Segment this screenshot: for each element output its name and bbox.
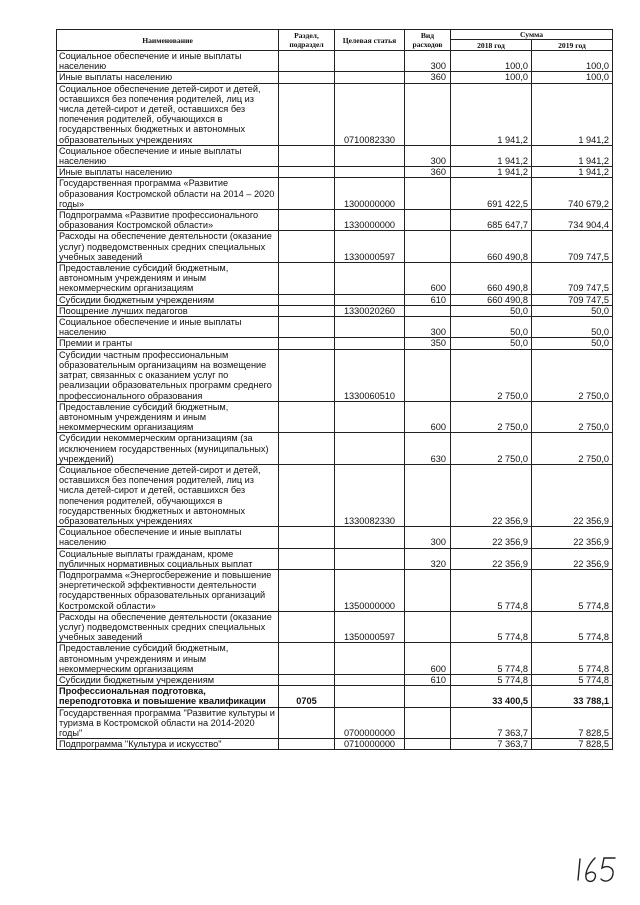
cell-name: Социальное обеспечение и иные выплаты населению: [57, 527, 279, 548]
header-section: Раздел, подраздел: [279, 30, 335, 51]
table-row: [57, 611, 613, 643]
cell-y2018: 50,0: [451, 338, 532, 349]
cell-target: [335, 686, 405, 707]
cell-section: [279, 548, 335, 569]
cell-section: [279, 464, 335, 526]
cell-name: Расходы на обеспечение деятельности (оказание услуг) подведомственных средних специальных учебных заведений: [57, 611, 279, 643]
cell-y2019: 734 904,4: [532, 210, 613, 231]
cell-section: [279, 643, 335, 675]
cell-name: Премии и гранты: [57, 338, 279, 349]
table-row: [57, 739, 613, 750]
cell-section: [279, 674, 335, 685]
cell-y2019: 1 941,2: [532, 83, 613, 145]
cell-target: 1330000000: [335, 210, 405, 231]
table-row: [57, 349, 613, 401]
cell-exp: [405, 611, 451, 643]
cell-y2019: 709 747,5: [532, 294, 613, 305]
cell-y2019: 740 679,2: [532, 178, 613, 210]
cell-y2018: 691 422,5: [451, 178, 532, 210]
cell-name: Социальное обеспечение детей-сирот и детей, оставшихся без попечения родителей, лиц из числа детей-сирот и детей, оставшихся без попечения родителей, обучающихся в государственных бюджетных и автономных образовательных учреждениях: [57, 83, 279, 145]
cell-target: 0710000000: [335, 739, 405, 750]
table-row: [57, 145, 613, 166]
cell-y2018: 33 400,5: [451, 686, 532, 707]
cell-name: Подпрограмма «Развитие профессионального образования Костромской области»: [57, 210, 279, 231]
header-2019: 2019 год: [532, 40, 613, 51]
cell-exp: [405, 707, 451, 739]
cell-y2018: 1 941,2: [451, 83, 532, 145]
cell-exp: [405, 178, 451, 210]
cell-section: [279, 231, 335, 263]
cell-exp: 300: [405, 145, 451, 166]
cell-name: Предоставление субсидий бюджетным, автономным учреждениям и иным некоммерческим организациям: [57, 263, 279, 295]
cell-y2018: 5 774,8: [451, 643, 532, 675]
cell-y2019: 2 750,0: [532, 349, 613, 401]
cell-section: [279, 294, 335, 305]
cell-y2019: 100,0: [532, 51, 613, 72]
header-exptype: Вид расходов: [405, 30, 451, 51]
cell-target: [335, 51, 405, 72]
cell-exp: 360: [405, 167, 451, 178]
cell-exp: [405, 686, 451, 707]
table-row: [57, 674, 613, 685]
cell-section: [279, 51, 335, 72]
cell-name: Субсидии частным профессиональным образовательным организациям на возмещение затрат, связанных с оказанием услуг по реализации образовательных программ среднего профессионального образования: [57, 349, 279, 401]
cell-target: 0710082330: [335, 83, 405, 145]
table-row: [57, 338, 613, 349]
budget-table: [56, 29, 613, 750]
cell-target: 1300000000: [335, 178, 405, 210]
cell-name: Субсидии бюджетным учреждениям: [57, 674, 279, 685]
table-row: [57, 527, 613, 548]
cell-section: [279, 317, 335, 338]
cell-y2018: 2 750,0: [451, 433, 532, 465]
cell-section: [279, 349, 335, 401]
cell-name: Подпрограмма "Культура и искусство": [57, 739, 279, 750]
cell-exp: [405, 305, 451, 316]
cell-target: 1330082330: [335, 464, 405, 526]
cell-exp: 600: [405, 263, 451, 295]
cell-name: Государственная программа «Развитие образования Костромской области на 2014 – 2020 годы»: [57, 178, 279, 210]
cell-target: [335, 674, 405, 685]
table-row: [57, 686, 613, 707]
cell-exp: 610: [405, 294, 451, 305]
cell-y2018: 5 774,8: [451, 569, 532, 611]
cell-section: [279, 145, 335, 166]
cell-y2019: 50,0: [532, 317, 613, 338]
cell-y2018: 685 647,7: [451, 210, 532, 231]
cell-target: [335, 294, 405, 305]
cell-y2019: 2 750,0: [532, 433, 613, 465]
table-row: [57, 263, 613, 295]
cell-y2018: 22 356,9: [451, 527, 532, 548]
cell-section: 0705: [279, 686, 335, 707]
cell-target: 0700000000: [335, 707, 405, 739]
table-row: [57, 643, 613, 675]
cell-target: [335, 548, 405, 569]
header-name: Наименование: [57, 30, 279, 51]
cell-target: [335, 527, 405, 548]
cell-exp: [405, 569, 451, 611]
cell-target: 1350000597: [335, 611, 405, 643]
cell-y2019: 5 774,8: [532, 569, 613, 611]
table-row: [57, 231, 613, 263]
cell-name: Предоставление субсидий бюджетным, автономным учреждениям и иным некоммерческим организациям: [57, 643, 279, 675]
cell-target: [335, 317, 405, 338]
cell-y2018: 1 941,2: [451, 167, 532, 178]
cell-y2018: 2 750,0: [451, 401, 532, 433]
cell-exp: 600: [405, 643, 451, 675]
cell-exp: [405, 739, 451, 750]
header-sum: Сумма: [451, 30, 613, 40]
cell-y2018: 100,0: [451, 51, 532, 72]
cell-name: Социальные выплаты гражданам, кроме публичных нормативных социальных выплат: [57, 548, 279, 569]
cell-section: [279, 178, 335, 210]
cell-y2019: 7 828,5: [532, 739, 613, 750]
table-row: [57, 167, 613, 178]
cell-target: [335, 401, 405, 433]
table-row: [57, 51, 613, 72]
cell-name: Иные выплаты населению: [57, 167, 279, 178]
cell-y2019: 5 774,8: [532, 674, 613, 685]
cell-y2018: 2 750,0: [451, 349, 532, 401]
cell-y2019: 2 750,0: [532, 401, 613, 433]
table-row: [57, 294, 613, 305]
cell-exp: 630: [405, 433, 451, 465]
cell-target: 1330000597: [335, 231, 405, 263]
cell-section: [279, 611, 335, 643]
cell-target: [335, 263, 405, 295]
table-row: [57, 178, 613, 210]
cell-name: Расходы на обеспечение деятельности (оказание услуг) подведомственных средних специальных учебных заведений: [57, 231, 279, 263]
cell-exp: [405, 464, 451, 526]
cell-section: [279, 569, 335, 611]
table-row: [57, 305, 613, 316]
cell-y2018: 100,0: [451, 72, 532, 83]
cell-exp: 350: [405, 338, 451, 349]
cell-target: 1350000000: [335, 569, 405, 611]
cell-target: 1330020260: [335, 305, 405, 316]
table-row: [57, 72, 613, 83]
cell-y2018: 7 363,7: [451, 739, 532, 750]
cell-name: Социальное обеспечение детей-сирот и детей, оставшихся без попечения родителей, лиц из числа детей-сирот и детей, оставшихся без попечения родителей, обучающихся в государственных бюджетных и автономных образовательных учреждениях: [57, 464, 279, 526]
cell-section: [279, 527, 335, 548]
cell-exp: 600: [405, 401, 451, 433]
cell-y2019: 33 788,1: [532, 686, 613, 707]
cell-section: [279, 263, 335, 295]
cell-y2018: 22 356,9: [451, 548, 532, 569]
table-row: [57, 707, 613, 739]
cell-name: Поощрение лучших педагогов: [57, 305, 279, 316]
table-row: [57, 83, 613, 145]
cell-exp: 320: [405, 548, 451, 569]
cell-y2019: 5 774,8: [532, 643, 613, 675]
cell-y2019: 22 356,9: [532, 464, 613, 526]
cell-y2019: 1 941,2: [532, 145, 613, 166]
cell-target: [335, 72, 405, 83]
cell-y2019: 22 356,9: [532, 527, 613, 548]
cell-name: Субсидии некоммерческим организациям (за исключением государственных (муниципальных) учреждений): [57, 433, 279, 465]
cell-y2019: 50,0: [532, 305, 613, 316]
cell-name: Иные выплаты населению: [57, 72, 279, 83]
cell-exp: 300: [405, 317, 451, 338]
cell-y2018: 5 774,8: [451, 611, 532, 643]
cell-exp: 610: [405, 674, 451, 685]
cell-y2018: 1 941,2: [451, 145, 532, 166]
table-row: [57, 401, 613, 433]
cell-y2019: 1 941,2: [532, 167, 613, 178]
cell-y2018: 660 490,8: [451, 294, 532, 305]
cell-name: Предоставление субсидий бюджетным, автономным учреждениям и иным некоммерческим организациям: [57, 401, 279, 433]
handwritten-page-number: [574, 850, 624, 890]
cell-section: [279, 83, 335, 145]
cell-name: Социальное обеспечение и иные выплаты населению: [57, 317, 279, 338]
table-row: [57, 317, 613, 338]
table-row: [57, 569, 613, 611]
cell-section: [279, 739, 335, 750]
cell-section: [279, 210, 335, 231]
table-row: [57, 433, 613, 465]
cell-section: [279, 305, 335, 316]
cell-y2019: 709 747,5: [532, 263, 613, 295]
cell-name: Субсидии бюджетным учреждениям: [57, 294, 279, 305]
cell-name: Социальное обеспечение и иные выплаты населению: [57, 145, 279, 166]
cell-y2018: 660 490,8: [451, 263, 532, 295]
cell-section: [279, 167, 335, 178]
cell-y2019: 22 356,9: [532, 548, 613, 569]
cell-y2018: 50,0: [451, 317, 532, 338]
cell-y2019: 100,0: [532, 72, 613, 83]
cell-section: [279, 707, 335, 739]
cell-exp: 300: [405, 51, 451, 72]
cell-target: [335, 338, 405, 349]
cell-target: [335, 167, 405, 178]
cell-name: Государственная программа "Развитие культуры и туризма в Костромской области на 2014-2020 годы": [57, 707, 279, 739]
cell-y2018: 22 356,9: [451, 464, 532, 526]
cell-y2018: 50,0: [451, 305, 532, 316]
cell-exp: [405, 83, 451, 145]
cell-target: [335, 145, 405, 166]
cell-y2019: 50,0: [532, 338, 613, 349]
cell-y2018: 5 774,8: [451, 674, 532, 685]
cell-y2018: 7 363,7: [451, 707, 532, 739]
cell-name: Подпрограмма «Энергосбережение и повышение энергетической эффективности деятельности государственных образовательных организаций Костромской области»: [57, 569, 279, 611]
cell-target: [335, 643, 405, 675]
cell-y2019: 5 774,8: [532, 611, 613, 643]
cell-exp: 360: [405, 72, 451, 83]
cell-y2019: 7 828,5: [532, 707, 613, 739]
table-row: [57, 464, 613, 526]
table-row: [57, 548, 613, 569]
cell-exp: [405, 210, 451, 231]
cell-name: Социальное обеспечение и иные выплаты населению: [57, 51, 279, 72]
cell-exp: [405, 231, 451, 263]
cell-exp: [405, 349, 451, 401]
cell-section: [279, 401, 335, 433]
cell-y2019: 709 747,5: [532, 231, 613, 263]
cell-section: [279, 338, 335, 349]
cell-exp: 300: [405, 527, 451, 548]
header-2018: 2018 год: [451, 40, 532, 51]
cell-name: Профессиональная подготовка, переподготовка и повышение квалификации: [57, 686, 279, 707]
cell-y2018: 660 490,8: [451, 231, 532, 263]
header-target: Целевая статья: [335, 30, 405, 51]
cell-target: [335, 433, 405, 465]
table-row: [57, 210, 613, 231]
cell-section: [279, 433, 335, 465]
cell-target: 1330060510: [335, 349, 405, 401]
cell-section: [279, 72, 335, 83]
